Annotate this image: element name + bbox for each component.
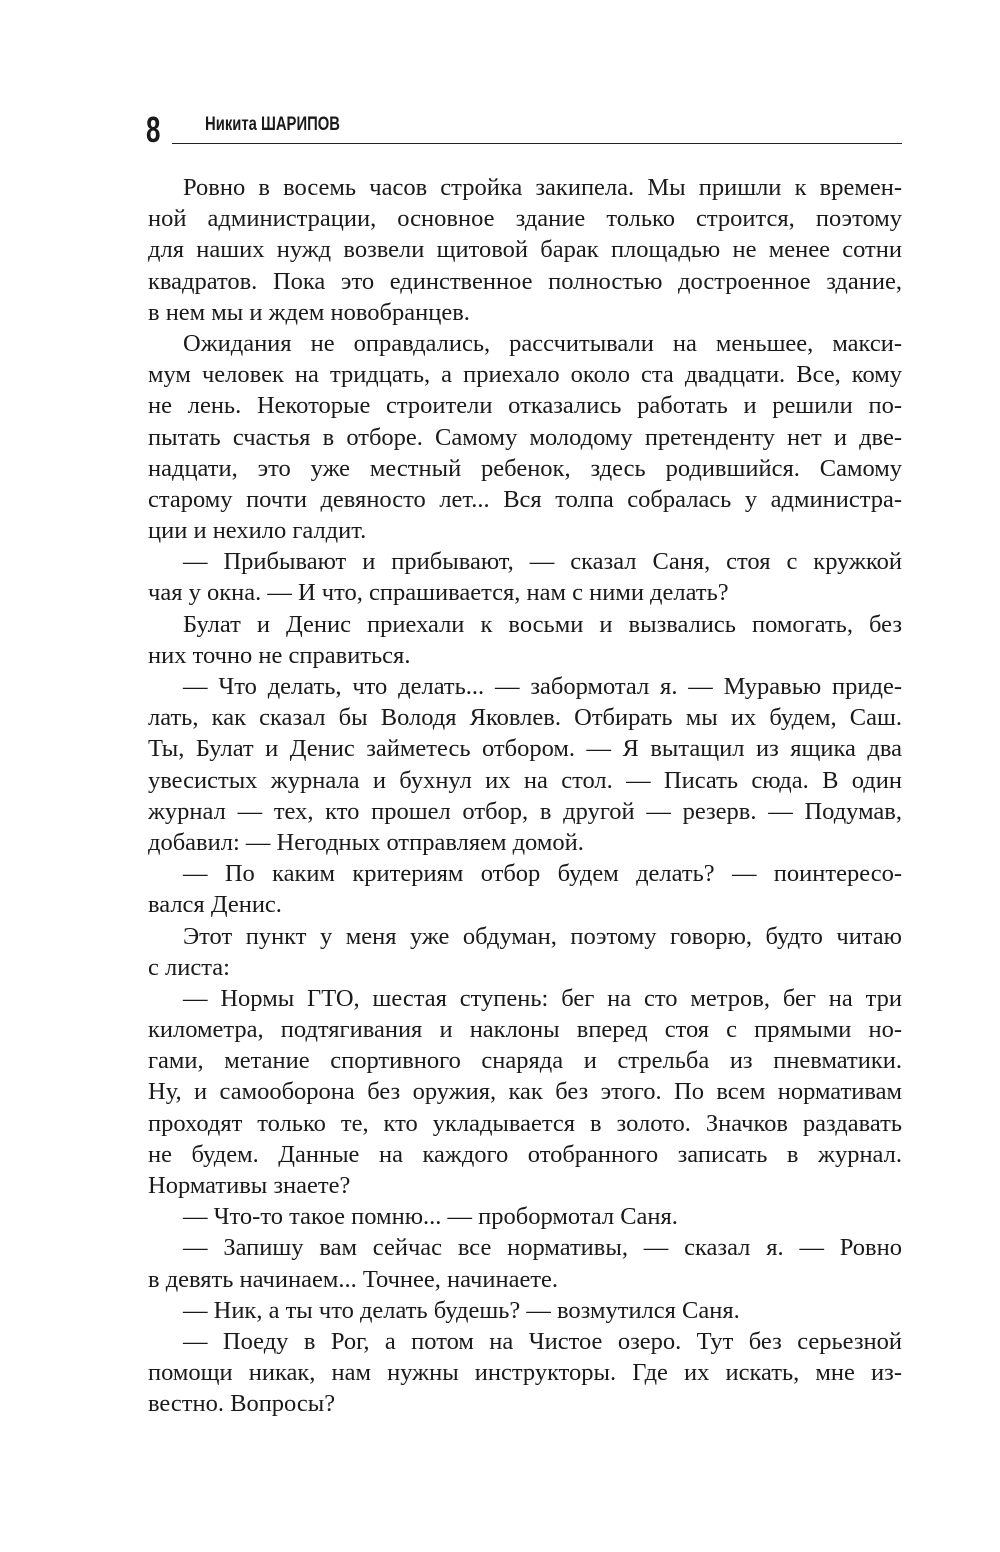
text-line: в девять начинаем... Точнее, начинаете. [148, 1265, 559, 1293]
paragraph [148, 609, 902, 671]
text-line: журнал — тех, кто прошел отбор, в другой — резерв. — Подумав, [148, 797, 902, 825]
text-line: Ну, и самооборона без оружия, как без этого. По всем нормативам [148, 1078, 902, 1106]
paragraph [148, 546, 902, 608]
page-body [148, 172, 902, 1420]
text-line: пытать счастья в отборе. Самому молодому претенденту нет и две- [148, 423, 902, 451]
text-line: гами, метание спортивного снаряда и стрельба из пневматики. [148, 1047, 902, 1075]
text-line: не будем. Данные на каждого отобранного записать в журнал. [148, 1140, 902, 1168]
paragraph [148, 172, 902, 328]
text-line: вался Денис. [148, 891, 282, 919]
text-line: — Что-то такое помню... — пробормотал Саня. [183, 1203, 678, 1231]
text-line: чая у окна. — И что, спрашивается, нам с ними делать? [148, 579, 729, 607]
text-line: лать, как сказал бы Володя Яковлев. Отбирать мы их будем, Саш. [148, 704, 902, 732]
text-line: мум человек на тридцать, а приехало около ста двадцати. Все, кому [148, 361, 902, 389]
text-line: Булат и Денис приехали к восьми и вызвались помогать, без [183, 610, 902, 638]
paragraph [148, 1201, 902, 1232]
text-line: них точно не справиться. [148, 641, 411, 669]
text-line: — Нормы ГТО, шестая ступень: бег на сто метров, бег на три [183, 984, 902, 1012]
paragraph [148, 1232, 902, 1294]
text-line: не лень. Некоторые строители отказались работать и решили по- [148, 392, 902, 420]
text-line: с листа: [148, 953, 230, 981]
text-line: старому почти девяносто лет... Вся толпа собралась у администра- [148, 485, 902, 513]
paragraph [148, 921, 902, 983]
text-line: — По каким критериям отбор будем делать? — поинтересо- [183, 860, 902, 888]
paragraph [148, 1326, 902, 1420]
text-line: надцати, это уже местный ребенок, здесь родившийся. Самому [148, 454, 902, 482]
text-line: Ты, Булат и Денис займетесь отбором. — Я вытащил из ящика два [148, 735, 902, 763]
running-head-author: Никита ШАРИПОВ [205, 114, 340, 135]
text-line: добавил: — Негодных отправляем домой. [148, 828, 584, 856]
page-number: 8 [146, 109, 161, 150]
header-rule [172, 143, 902, 144]
paragraph [148, 1295, 902, 1326]
text-line: для наших нужд возвели щитовой барак площадью не менее сотни [148, 236, 902, 264]
text-line: километра, подтягивания и наклоны вперед стоя с прямыми но- [148, 1016, 902, 1044]
text-line: Ровно в восемь часов стройка закипела. Мы пришли к времен- [183, 174, 902, 201]
text-line: квадратов. Пока это единственное полностью достроенное здание, [148, 267, 902, 295]
text-line: увесистых журнала и бухнул их на стол. — Писать сюда. В один [148, 766, 902, 794]
text-line: — Прибывают и прибывают, — сказал Саня, стоя с кружкой [183, 548, 902, 576]
paragraph [148, 858, 902, 920]
text-line: — Ник, а ты что делать будешь? — возмутился Саня. [183, 1296, 740, 1324]
text-line: Этот пункт у меня уже обдуман, поэтому говорю, будто читаю [183, 922, 902, 950]
text-line: ции и нехило галдит. [148, 517, 367, 545]
paragraph [148, 328, 902, 546]
text-line: в нем мы и ждем новобранцев. [148, 298, 470, 326]
text-line: — Поеду в Рог, а потом на Чистое озеро. Тут без серьезной [183, 1327, 902, 1355]
text-line: Ожидания не оправдались, рассчитывали на меньшее, макси- [183, 329, 902, 357]
paragraph [148, 983, 902, 1201]
text-line: вестно. Вопросы? [148, 1390, 336, 1418]
text-line: Нормативы знаете? [148, 1172, 351, 1199]
text-line: — Запишу вам сейчас все нормативы, — сказал я. — Ровно [183, 1234, 902, 1262]
text-line: ной администрации, основное здание только строится, поэтому [148, 205, 902, 233]
paragraph [148, 671, 902, 858]
text-line: помощи никак, нам нужны инструкторы. Где их искать, мне из- [148, 1359, 902, 1387]
text-line: — Что делать, что делать... — забормотал я. — Муравью приде- [183, 673, 902, 700]
text-line: проходят только те, кто укладывается в золото. Значков раздавать [148, 1109, 902, 1137]
